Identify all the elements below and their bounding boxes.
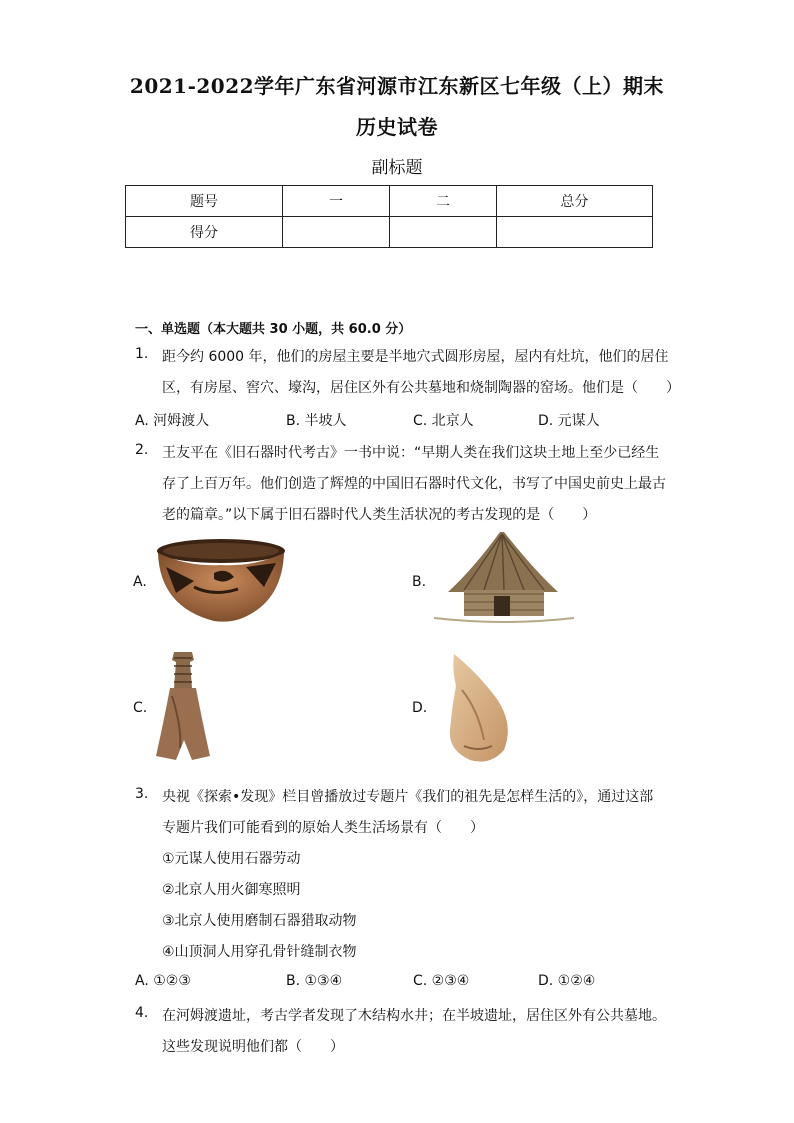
section-heading: 一、单选题（本大题共 30 小题，共 60.0 分）	[135, 322, 412, 337]
question-number: 3.	[135, 786, 149, 802]
question-text-line: 专题片我们可能看到的原始人类生活场景有（ ）	[162, 820, 484, 836]
score-table	[125, 185, 653, 248]
question-number: 2.	[135, 442, 149, 458]
option-d[interactable]: D. ①②④	[538, 973, 596, 989]
score-cell	[283, 217, 390, 248]
question-text-line: 在河姆渡遗址，考古学者发现了木结构水井；在半坡遗址，居住区外有公共墓地。	[162, 1008, 666, 1024]
question-number: 1.	[135, 346, 149, 362]
bone-artifact-image[interactable]	[434, 650, 518, 768]
statement-item: ③北京人使用磨制石器猎取动物	[162, 913, 357, 929]
exam-subtitle: 副标题	[371, 158, 423, 178]
question-text-line: 央视《探索•发现》栏目曾播放过专题片《我们的祖先是怎样生活的》，通过这部	[162, 789, 654, 805]
option-a-label[interactable]: A.	[133, 574, 147, 590]
option-c[interactable]: C. 北京人	[413, 413, 474, 429]
option-a[interactable]: A. ①②③	[135, 973, 191, 989]
option-c-label[interactable]: C.	[133, 700, 148, 716]
score-row-label: 得分	[126, 217, 283, 248]
spade-coin-image[interactable]	[152, 648, 214, 766]
exam-title-line2: 历史试卷	[356, 115, 438, 139]
option-b-label[interactable]: B.	[412, 574, 427, 590]
question-text-line: 老的篇章。”以下属于旧石器时代人类生活状况的考古发现的是（ ）	[162, 507, 597, 523]
score-header-cell: 总分	[497, 186, 653, 217]
score-table-header-row	[126, 186, 653, 217]
option-a[interactable]: A. 河姆渡人	[135, 413, 210, 429]
score-header-cell: 一	[283, 186, 390, 217]
option-b[interactable]: B. ①③④	[286, 973, 343, 989]
option-c[interactable]: C. ②③④	[413, 973, 470, 989]
statement-item: ④山顶洞人用穿孔骨针缝制衣物	[162, 944, 357, 960]
option-d-label[interactable]: D.	[412, 700, 428, 716]
question-number: 4.	[135, 1005, 149, 1021]
option-b[interactable]: B. 半坡人	[286, 413, 347, 429]
score-cell	[390, 217, 497, 248]
question-text-line: 区，有房屋、窖穴、壕沟，居住区外有公共墓地和烧制陶器的窑场。他们是（ ）	[162, 380, 680, 396]
option-d[interactable]: D. 元谋人	[538, 413, 600, 429]
question-text-line: 存了上百万年。他们创造了辉煌的中国旧石器时代文化，书写了中国史前史上最古	[162, 476, 666, 492]
question-text-line: 距今约 6000 年，他们的房屋主要是半地穴式圆形房屋，屋内有灶坑，他们的居住	[162, 349, 669, 365]
score-header-cell: 二	[390, 186, 497, 217]
statement-item: ①元谋人使用石器劳动	[162, 851, 301, 867]
question-text-line: 这些发现说明他们都（ ）	[162, 1039, 344, 1055]
thatched-hut-image[interactable]	[434, 530, 574, 630]
score-header-cell: 题号	[126, 186, 283, 217]
score-cell	[497, 217, 653, 248]
question-text-line: 王友平在《旧石器时代考古》一书中说：“早期人类在我们这块土地上至少已经生	[162, 445, 660, 461]
painted-pottery-bowl-image[interactable]	[154, 537, 288, 627]
score-table-score-row	[126, 217, 653, 248]
statement-item: ②北京人用火御寒照明	[162, 882, 301, 898]
exam-title-line1: 2021-2022学年广东省河源市江东新区七年级（上）期末	[129, 74, 665, 98]
